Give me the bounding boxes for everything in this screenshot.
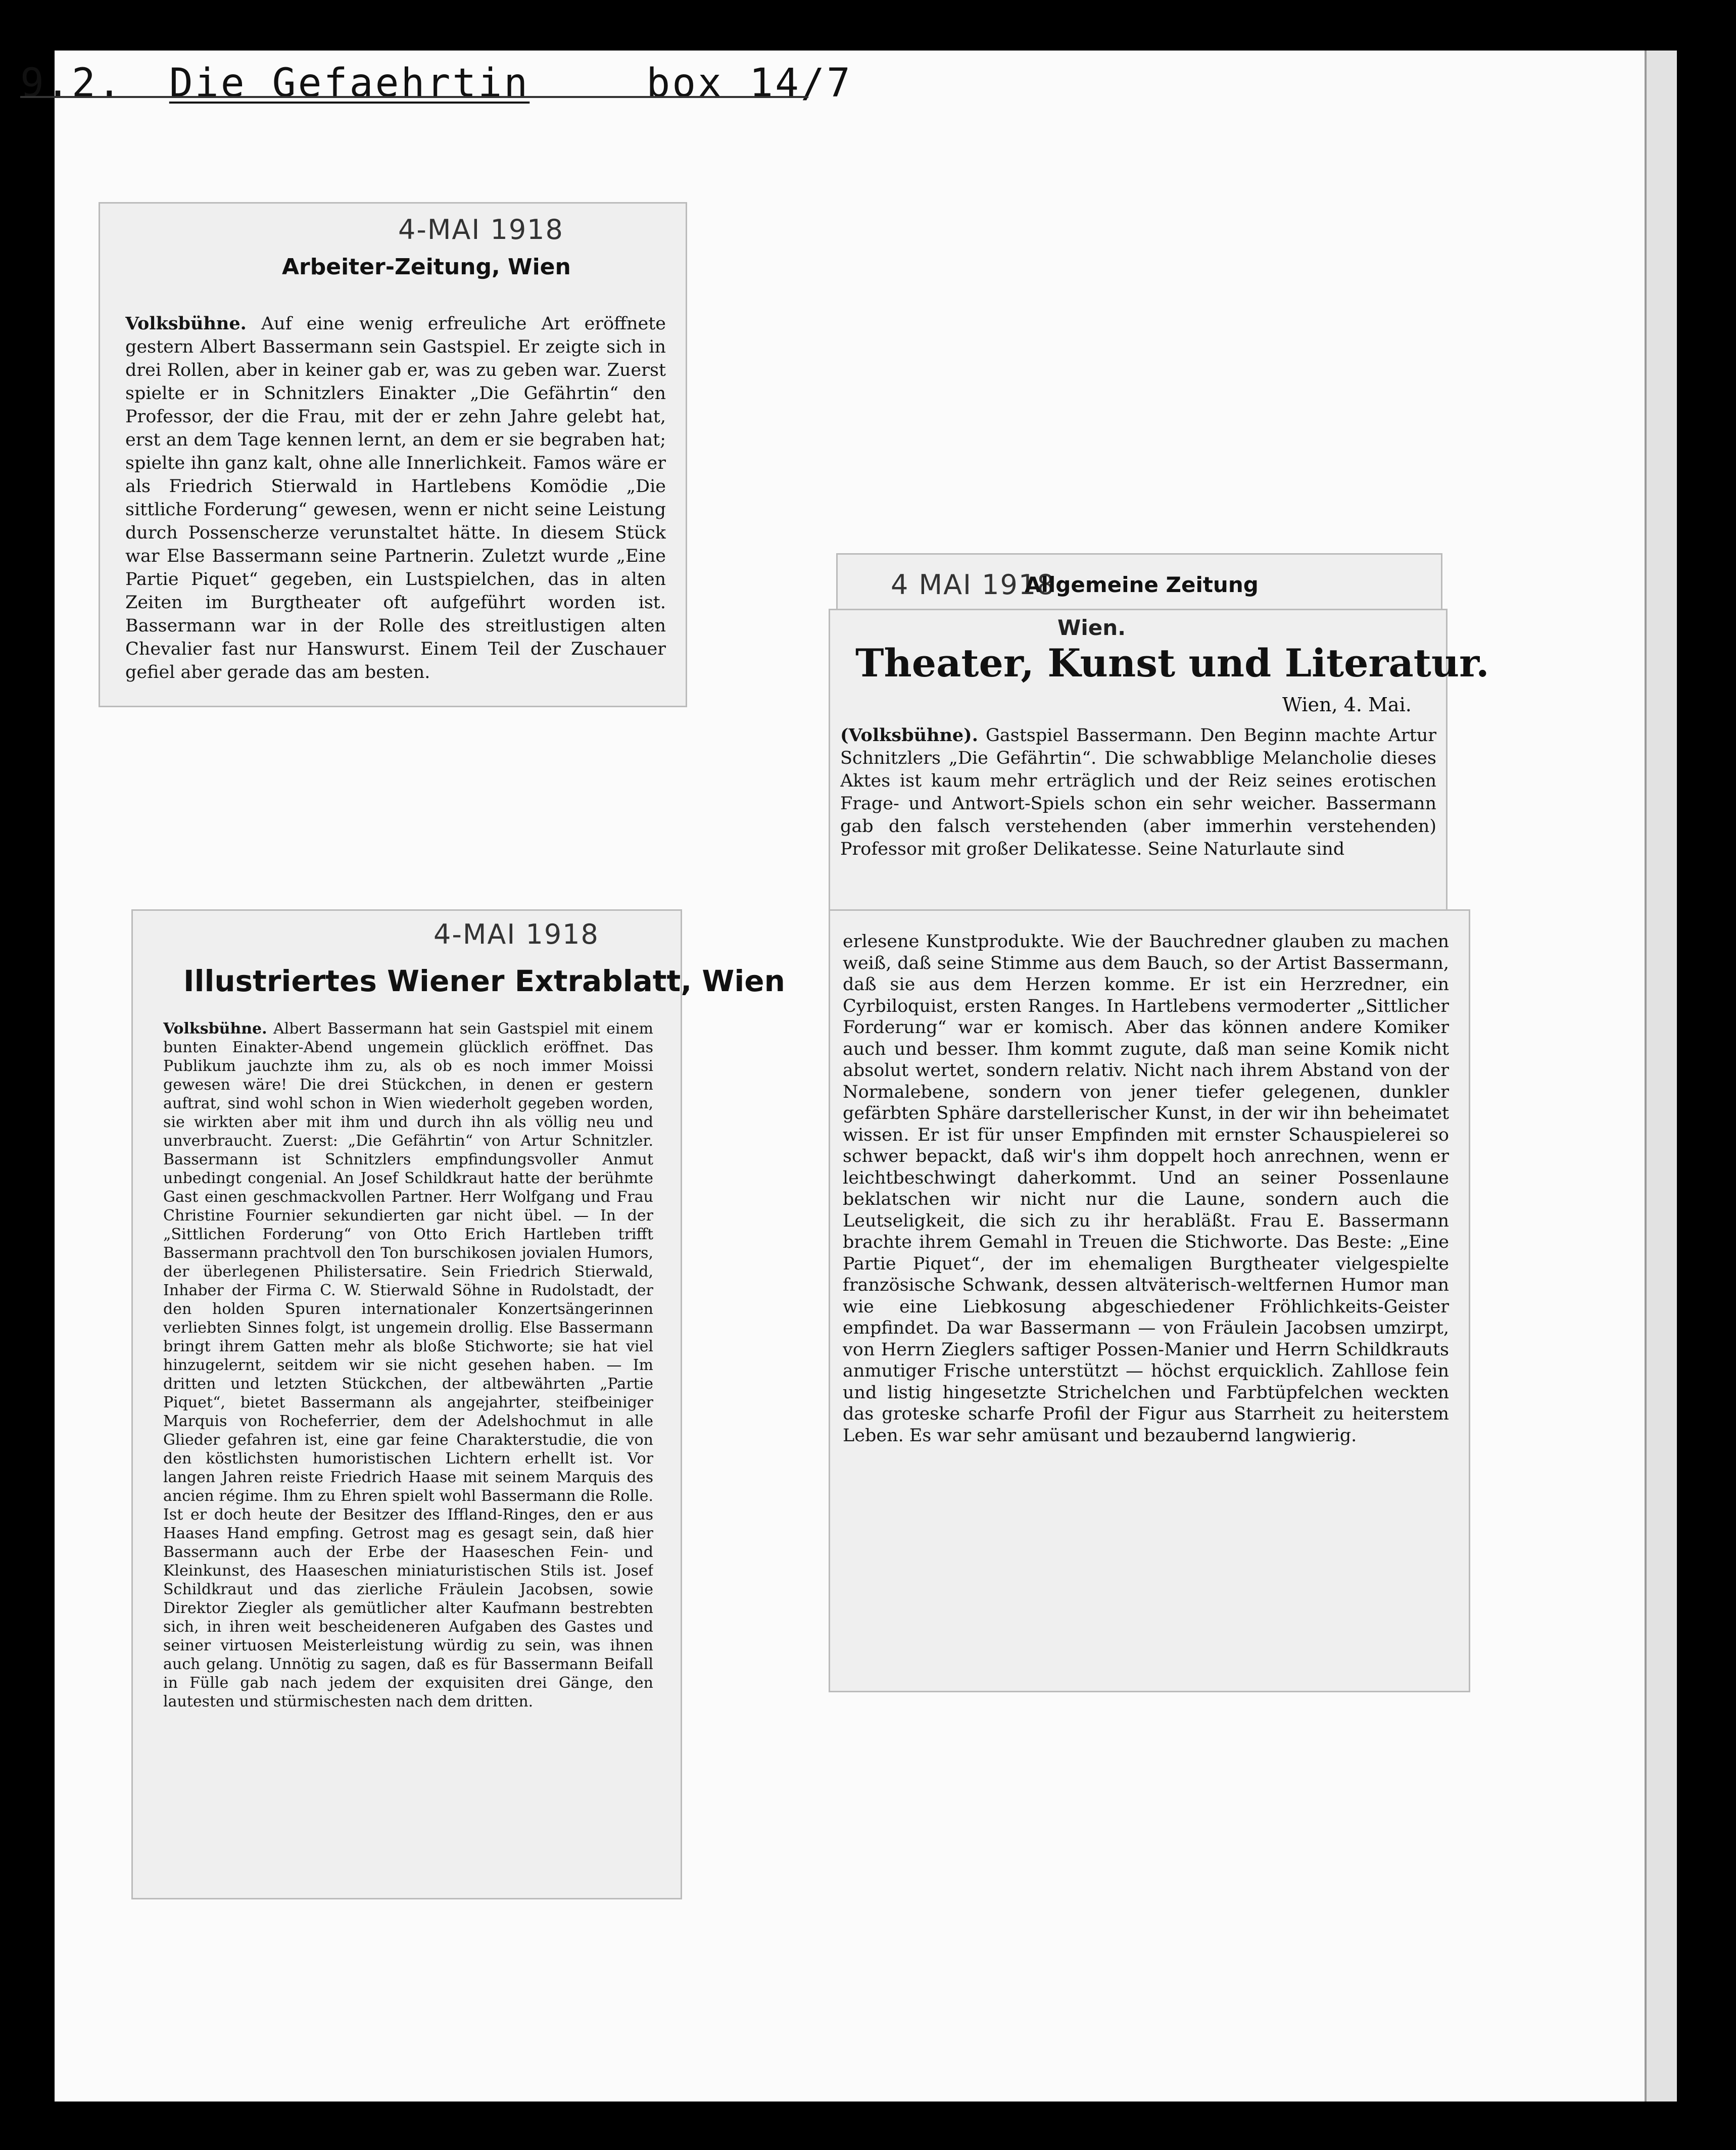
date-stamp: 4 MAI 1918 [891, 569, 1055, 601]
clipping-allgemeine-zeitung-upper [829, 609, 1489, 912]
city-name: Wien. [1057, 615, 1126, 640]
article-body [125, 312, 666, 696]
sheet-edge [1645, 51, 1677, 2102]
newspaper-name: Arbeiter-Zeitung, Wien [282, 254, 571, 280]
article-text-top: Gastspiel Bassermann. Den Beginn machte Artur Schnitzlers „Die Gefährtin“. Die schwabblige Melancholie dieses Aktes ist kaum mehr erträglich und der Reiz seines erotischen Frage- und Antwort-Spiels schon ein sehr weicher. Bassermann gab den falsch verstehenden (aber immerhin verstehenden) Professor mit großer Delikatesse. Seine Naturlaute sind [840, 725, 1436, 859]
article-text-bottom: erlesene Kunstprodukte. Wie der Bauchredner glauben zu machen weiß, daß seine Stimme aus dem Bauch, so der Artist Bassermann, daß sie aus dem Herzen komme. Er ist ein Herzredner, ein Cyrbiloquist, ersten Ranges. In Hartlebens vermoderter „Sittlicher Forderung“ war er komisch. Aber das können andere Komiker auch und besser. Ihm kommt zugute, daß man seine Komik nicht absolut wertet, sondern relativ. Nicht nach ihrem Abstand von der Normalebene, sondern von jener tiefer gelegenen, dunkler gefärbten Sphäre darstellerischer Kunst, in der wir ihn beheimatet wissen. Er ist für unser Empfinden mit ernster Schauspielerei so schwer bepackt, daß wir's ihm doppelt hoch anrechnen, wenn er leichtbeschwingt daherkommt. Und an seiner Possenlaune beklatschen wir nicht nur die Laune, sondern auch die Leutseligkeit, die sich zu ihr herabläßt. Frau E. Bassermann brachte ihrem Gemahl in Treuen die Stichworte. Das Beste: „Eine Partie Piquet“, der im ehemaligen Burgtheater vielgespielte französische Schwank, dessen altväterisch-weltfernen Humor man wie eine Liebkosung abgeschiedener Fröhlichkeits-Geister empfindet. Da war Bassermann — von Fräulein Jacobsen umzirpt, von Herrn Zieglers saftiger Possen-Manier und Herrn Schildkrauts anmutiger Frische unterstützt — höchst erquicklich. Zahllose fein und listig hingesetzte Strichelchen und Farbtüpfelchen weckten das groteske scharfe Profil der Figur aus Starrheit zu heiterstem Leben. Es war sehr amüsant und bezaubernd langwierig. [843, 932, 1449, 1446]
box-label: box 14/7 [646, 61, 852, 106]
clipping-allgemeine-zeitung-lower [829, 909, 1470, 1692]
date-stamp: 4-MAI 1918 [398, 214, 564, 246]
dateline: Wien, 4. Mai. [1282, 694, 1412, 716]
article-body-continued [843, 931, 1449, 1669]
section-heading: Theater, Kunst und Literatur. [855, 641, 1489, 686]
clipping-arbeiter-zeitung [99, 202, 687, 707]
article-lead: (Volksbühne). [840, 725, 978, 746]
clipping-allgemeine-zeitung-top [836, 553, 1442, 611]
newspaper-name: Illustriertes Wiener Extrablatt, Wien [183, 964, 785, 998]
folder-header [20, 61, 852, 106]
date-stamp: 4-MAI 1918 [433, 918, 599, 950]
article-text: Albert Bassermann hat sein Gastspiel mit einem bunten Einakter-Abend ungemein glücklich eröffnet. Das Publikum jauchzte ihm zu, als ob es noch immer Moissi gewesen wäre! Die drei Stückchen, in denen er gestern auftrat, sind wohl schon in Wien wiederholt gegeben worden, sie wirkten aber mit ihm und durch ihn als völlig neu und unverbraucht. Zuerst: „Die Gefährtin“ von Artur Schnitzler. Bassermann ist Schnitzlers empfindungsvoller Anmut unbedingt congenial. An Josef Schildkraut hatte der berühmte Gast einen geschmackvollen Partner. Herr Wolfgang und Frau Christine Fournier sekundierten gar nicht übel. — In der „Sittlichen Forderung“ von Otto Erich Hartleben trifft Bassermann prachtvoll den Ton burschikosen jovialen Humors, der überlegenen Philistersatire. Sein Friedrich Stierwald, Inhaber der Firma C. W. Stierwald Söhne in Rudolstadt, der den holden Spuren internationaler Konzertsängerinnen verliebten Sinnes folgt, ist ungemein drollig. Else Bassermann bringt ihrem Gatten mehr als bloße Stichworte; sie hat viel hinzugelernt, seitdem wir sie nicht gesehen haben. — Im dritten und letzten Stückchen, der altbewährten „Partie Piquet“, bietet Bassermann als angejahrter, steifbeiniger Marquis von Rocheferrier, dem der Adelshochmut in alle Glieder gefahren ist, eine gar feine Charakterstudie, die von den köstlichsten humoristischen Lichtern erhellt ist. Vor langen Jahren reiste Friedrich Haase mit seinem Marquis des ancien régime. Ihm zu Ehren spielt wohl Bassermann die Rolle. Ist er doch heute der Besitzer des Iffland-Ringes, den er aus Haases Hand empfing. Getrost mag es gesagt sein, daß hier Bassermann auch der Erbe der Haaseschen Fein- und Kleinkunst, des Haaseschen miniaturistischen Stils ist. Josef Schildkraut und das zierliche Fräulein Jacobsen, sowie Direktor Ziegler als gemütlicher alter Kaufmann bestrebten sich, in ihren weit bescheideneren Aufgaben des Gastes und seiner virtuosen Meisterleistung würdig zu sein, was ihnen auch gelang. Unnötig zu sagen, daß es für Bassermann Beifall in Fülle gab nach jedem der exquisiten drei Gänge, den lautesten und stürmischesten nach dem dritten. [163, 1020, 653, 1711]
header-rule [20, 96, 808, 98]
folder-number: 9.2. [20, 61, 123, 106]
folder-title: Die Gefaehrtin [169, 61, 530, 106]
newspaper-name: Allgemeine Zeitung [1025, 572, 1259, 597]
article-text: Auf eine wenig erfreuliche Art eröffnete gestern Albert Bassermann sein Gastspiel. Er zeigte sich in drei Rollen, aber in keiner gab er, was zu geben war. Zuerst spielte er in Schnitzlers Einakter „Die Gefährtin“ den Professor, der die Frau, mit der er zehn Jahre gelebt hat, erst an dem Tage kennen lernt, an dem er sie begraben hat; spielte ihn ganz kalt, ohne alle Innerlichkeit. Famos wäre er als Friedrich Stierwald in Hartlebens Komödie „Die sittliche Forderung“ gewesen, wenn er nicht seine Leistung durch Possenscherze verunstaltet hätte. In diesem Stück war Else Bassermann seine Partnerin. Zuletzt wurde „Eine Partie Piquet“ gegeben, ein Lustspielchen, das in alten Zeiten im Burgtheater oft aufgeführt worden ist. Bassermann war in der Rolle des streitlustigen alten Chevalier fast nur Hanswurst. Einem Teil der Zuschauer gefiel aber gerade das am besten. [125, 314, 666, 682]
article-lead: Volksbühne. [163, 1020, 267, 1038]
clipping-extrablatt [131, 909, 785, 1899]
article-lead: Volksbühne. [125, 313, 247, 334]
article-body [163, 1019, 653, 1888]
article-body [840, 724, 1436, 908]
